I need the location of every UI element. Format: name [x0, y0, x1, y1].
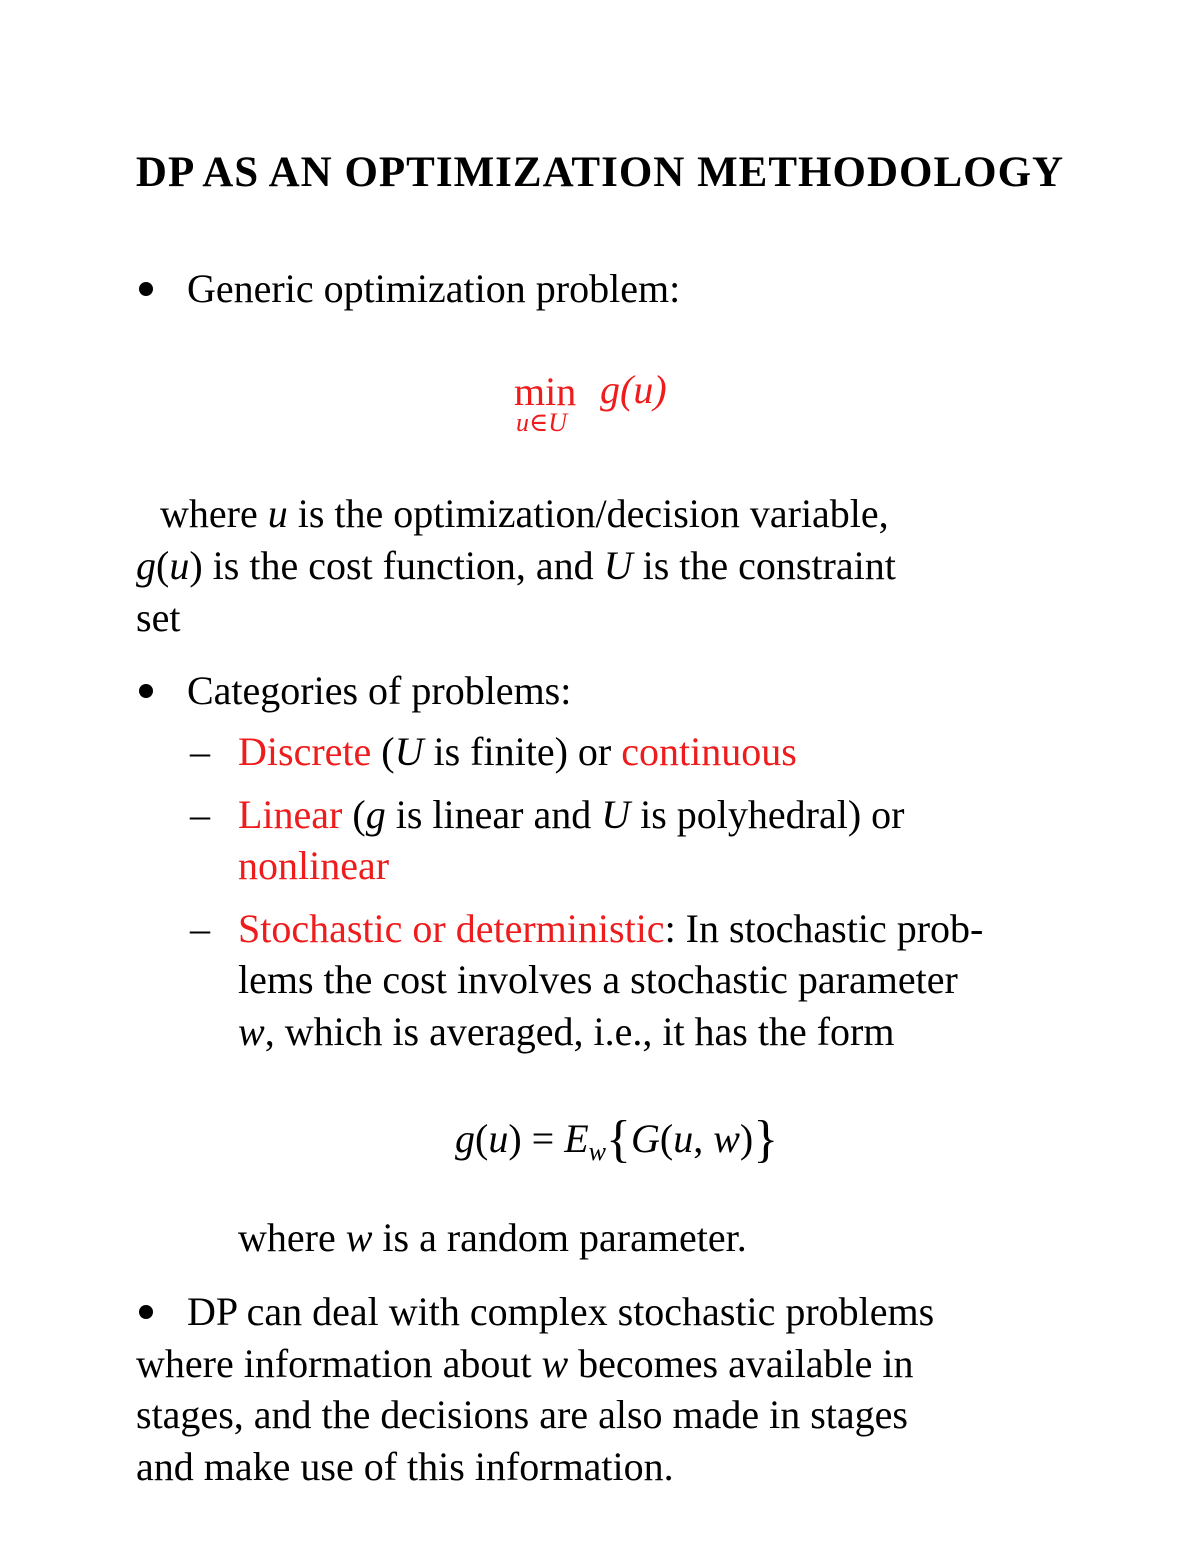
- text: (: [156, 543, 170, 588]
- dp-line-4: and make use of this information.: [136, 1444, 674, 1489]
- term-stochastic-deterministic: Stochastic or deterministic: [238, 906, 665, 951]
- text: is the constraint: [632, 543, 896, 588]
- expectation-subscript: w: [588, 1137, 606, 1166]
- brace-open: {: [606, 1111, 631, 1168]
- term-discrete: Discrete: [238, 729, 372, 774]
- variable-u: u: [169, 543, 190, 588]
- stochastic-line-3: [238, 1006, 895, 1058]
- comma: ,: [693, 1116, 714, 1161]
- bullet-marker: [139, 1305, 153, 1319]
- text: , which is averaged, i.e., it has the form: [264, 1009, 895, 1054]
- objective-function: [600, 366, 667, 413]
- text: where information about: [136, 1341, 542, 1386]
- text: is finite) or: [423, 729, 622, 774]
- stochastic-line-2: lems the cost involves a stochastic parameter: [238, 957, 958, 1002]
- category-stochastic: [238, 903, 983, 955]
- variable-g: g: [455, 1116, 475, 1161]
- text: where: [238, 1215, 346, 1260]
- min-operator: min: [514, 369, 577, 414]
- variable-u: u: [488, 1116, 509, 1161]
- dp-line-2: [136, 1338, 914, 1390]
- equals: ) =: [508, 1116, 565, 1161]
- dp-line-1: DP can deal with complex stochastic problems: [187, 1289, 935, 1334]
- bullet-generic-optimization: Generic optimization problem:: [187, 266, 681, 311]
- variable-U: U: [394, 729, 424, 774]
- text: ) is the cost function, and: [189, 543, 604, 588]
- variable-w: w: [541, 1341, 569, 1386]
- text: is linear and: [385, 792, 602, 837]
- min-subscript: u∈U: [516, 408, 568, 437]
- bullet-marker: [139, 282, 153, 296]
- dash-marker: –: [190, 792, 210, 837]
- objective-expression: g(u): [600, 367, 667, 412]
- category-linear: [238, 789, 904, 841]
- variable-G: G: [630, 1116, 660, 1161]
- text: (: [371, 729, 395, 774]
- bullet-categories: Categories of problems:: [187, 668, 572, 713]
- brace-close: }: [753, 1111, 779, 1168]
- explanation-line-2: [136, 540, 896, 592]
- paren: (: [659, 1116, 674, 1161]
- dash-marker: –: [190, 729, 210, 774]
- bullet-marker: [139, 684, 153, 698]
- explanation-line-3: set: [136, 595, 181, 640]
- variable-w: w: [345, 1215, 373, 1260]
- text: is polyhedral) or: [630, 792, 905, 837]
- variable-g: g: [136, 543, 156, 588]
- term-continuous: continuous: [621, 729, 797, 774]
- text: where: [160, 491, 268, 536]
- text: is the optimization/decision variable,: [287, 491, 889, 536]
- text: becomes available in: [568, 1341, 914, 1386]
- random-parameter-note: [238, 1212, 747, 1264]
- paren: ): [739, 1116, 754, 1161]
- variable-w: w: [713, 1116, 740, 1161]
- text: : In stochastic prob-: [664, 906, 984, 951]
- explanation-line-1: [160, 488, 889, 540]
- variable-U: U: [601, 792, 631, 837]
- variable-g: g: [365, 792, 386, 837]
- text: is a random parameter.: [372, 1215, 747, 1260]
- term-linear: Linear: [238, 792, 343, 837]
- page-title: DP AS AN OPTIMIZATION METHODOLOGY: [135, 149, 1065, 196]
- expected-cost-formula: [455, 1110, 778, 1169]
- dash-marker: –: [190, 906, 210, 951]
- expectation-operator: E: [564, 1116, 589, 1161]
- term-nonlinear: nonlinear: [238, 843, 390, 888]
- variable-u: u: [267, 491, 288, 536]
- variable-w: w: [238, 1009, 265, 1054]
- text: (: [342, 792, 366, 837]
- paren: (: [475, 1116, 489, 1161]
- variable-U: U: [603, 543, 633, 588]
- variable-u: u: [673, 1116, 694, 1161]
- category-discrete: [238, 726, 797, 778]
- dp-line-3: stages, and the decisions are also made in stages: [136, 1392, 908, 1437]
